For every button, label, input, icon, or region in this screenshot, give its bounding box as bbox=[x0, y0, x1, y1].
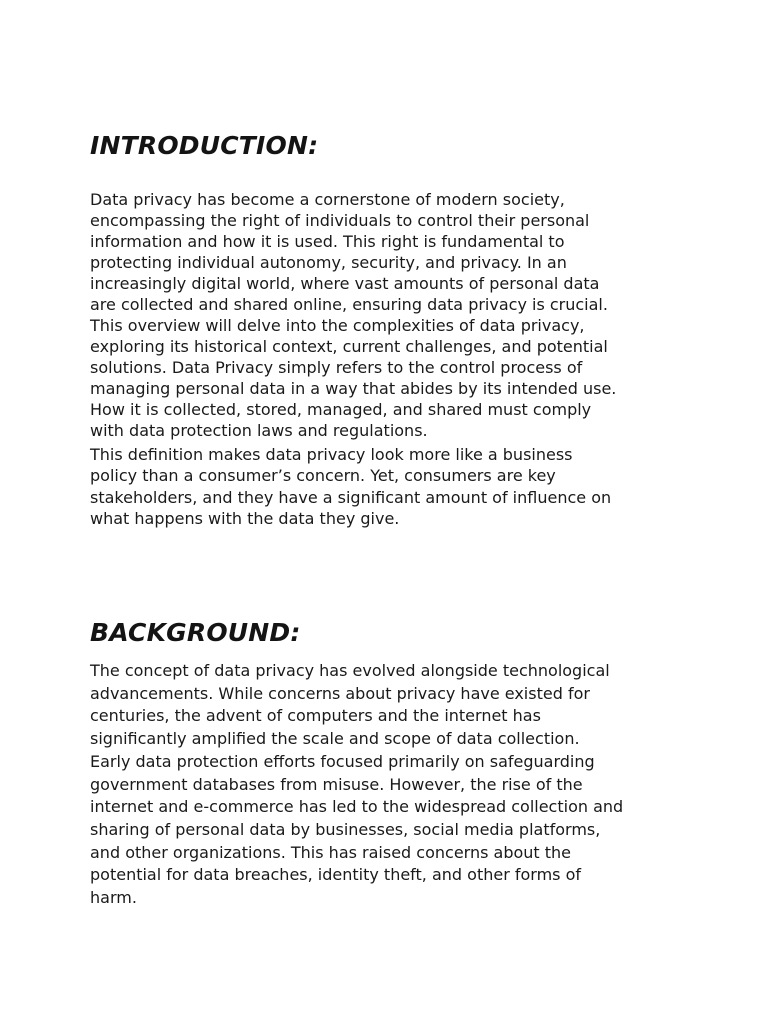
introduction-paragraph-2: This definition makes data privacy look more like a business policy than a consumer’s concern. Yet, consumers are key stakeholders, and they have a significant amount of influence on what happens with the data they give. bbox=[90, 445, 612, 528]
introduction-heading: INTRODUCTION: bbox=[90, 131, 319, 160]
background-paragraph-1: The concept of data privacy has evolved alongside technological advancements. While concerns about privacy have existed for centuries, the advent of computers and the internet has significantly amplified the scale and scope of data collection. Early data protection efforts focused primarily on safeguarding government databases from misuse. However, the rise of the internet and e-commerce has led to the widespread collection and sharing of personal data by businesses, social media platforms, and other organizations. This has raised concerns about the potential for data breaches, identity theft, and other forms of harm. bbox=[90, 661, 624, 908]
introduction-paragraph-1: Data privacy has become a cornerstone of modern society, encompassing the right of individuals to control their personal information and how it is used. This right is fundamental to protecting individual autonomy, security, and privacy. In an increasingly digital world, where vast amounts of personal data are collected and shared online, ensuring data privacy is crucial. This overview will delve into the complexities of data privacy, exploring its historical context, current challenges, and potential solutions. Data Privacy simply refers to the control process of managing personal data in a way that abides by its intended use. How it is collected, stored, managed, and shared must comply with data protection laws and regulations. bbox=[90, 190, 617, 440]
background-heading: BACKGROUND: bbox=[90, 618, 301, 647]
